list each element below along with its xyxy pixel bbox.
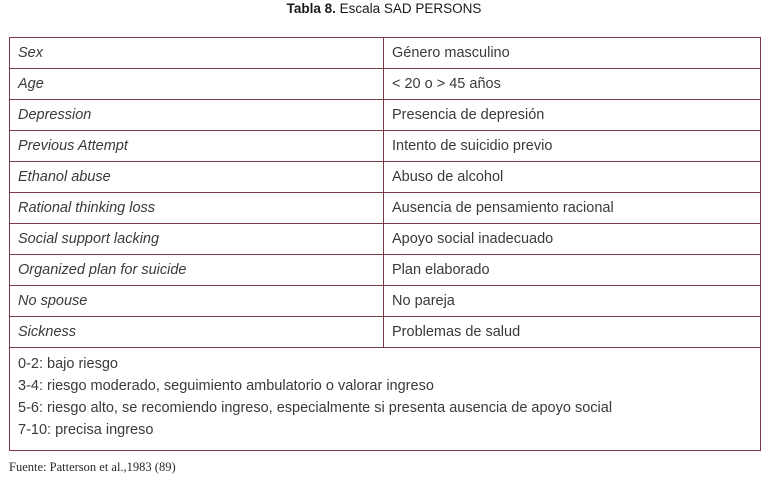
criterion-spanish: Presencia de depresión <box>384 100 761 131</box>
criterion-spanish: Problemas de salud <box>384 317 761 348</box>
source-citation: Fuente: Patterson et al.,1983 (89) <box>9 460 176 474</box>
table-row <box>10 100 761 131</box>
table-row <box>10 69 761 100</box>
criterion-english: Sickness <box>10 317 384 348</box>
table-title-number: Tabla 8. <box>286 1 336 16</box>
table-row <box>10 224 761 255</box>
criterion-spanish: Abuso de alcohol <box>384 162 761 193</box>
table-title <box>0 1 768 17</box>
table-row <box>10 286 761 317</box>
criterion-spanish: Apoyo social inadecuado <box>384 224 761 255</box>
criterion-english: Ethanol abuse <box>10 162 384 193</box>
table-row <box>10 38 761 69</box>
scoring-row <box>10 348 761 451</box>
table-row <box>10 131 761 162</box>
table-row <box>10 193 761 224</box>
scoring-cell <box>10 348 761 451</box>
criterion-english: Organized plan for suicide <box>10 255 384 286</box>
criterion-english: Sex <box>10 38 384 69</box>
criterion-english: Previous Attempt <box>10 131 384 162</box>
criterion-english: Age <box>10 69 384 100</box>
table-row <box>10 255 761 286</box>
scoring-line: 5-6: riesgo alto, se recomiendo ingreso, especialmente si presenta ausencia de apoyo social <box>18 400 613 416</box>
criterion-spanish: Intento de suicidio previo <box>384 131 761 162</box>
criterion-spanish: Género masculino <box>384 38 761 69</box>
criterion-english: Rational thinking loss <box>10 193 384 224</box>
scoring-line: 3-4: riesgo moderado, seguimiento ambulatorio o valorar ingreso <box>18 378 434 394</box>
table-row <box>10 162 761 193</box>
criterion-english: Social support lacking <box>10 224 384 255</box>
table-title-text: Escala SAD PERSONS <box>339 1 482 16</box>
scoring-line: 7-10: precisa ingreso <box>18 422 154 438</box>
criterion-english: No spouse <box>10 286 384 317</box>
criterion-spanish: No pareja <box>384 286 761 317</box>
scoring-line: 0-2: bajo riesgo <box>18 356 118 372</box>
criterion-english: Depression <box>10 100 384 131</box>
sad-persons-table <box>9 37 761 451</box>
criterion-spanish: Ausencia de pensamiento racional <box>384 193 761 224</box>
criterion-spanish: Plan elaborado <box>384 255 761 286</box>
criterion-spanish: < 20 o > 45 años <box>384 69 761 100</box>
table-row <box>10 317 761 348</box>
